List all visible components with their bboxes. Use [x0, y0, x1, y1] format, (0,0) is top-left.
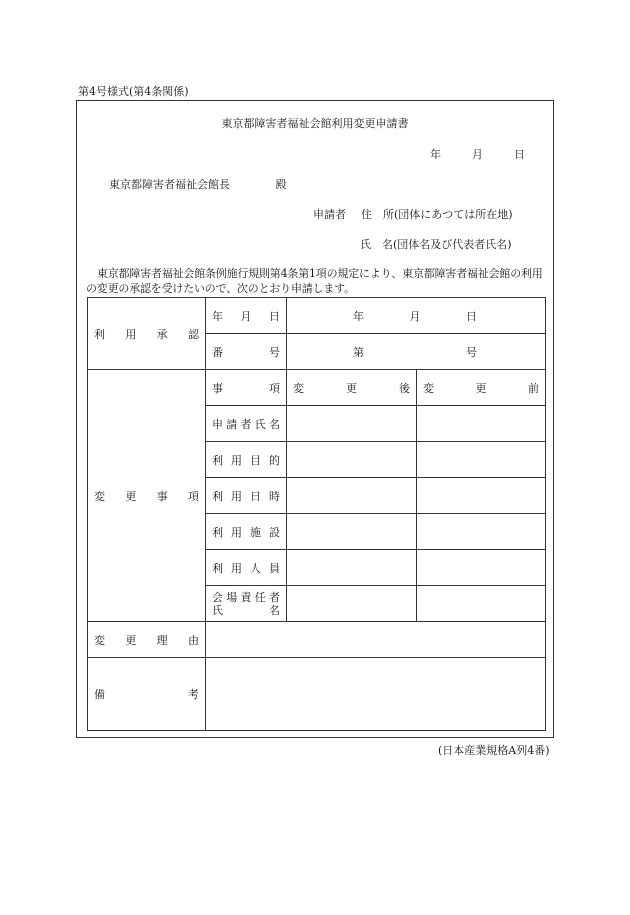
change-row-label: 利 用 施 設 [212, 525, 280, 539]
change-before-input[interactable] [417, 442, 546, 478]
item-header: 事 項 [212, 381, 280, 395]
before-header: 変 更 前 [423, 381, 539, 395]
change-row-label: 利 用 日 時 [212, 489, 280, 503]
form-number-label: 第4号様式(第4条関係) [78, 85, 189, 98]
approval-date-input[interactable] [287, 298, 546, 334]
change-header-row [88, 370, 546, 406]
address-label: 住 所 [361, 208, 394, 221]
approval-number-label: 番 号 [212, 345, 280, 359]
applicant-label: 申請者 [313, 208, 346, 221]
application-statement: 東京都障害者福祉会館条例施行規則第4条第1項の規定により、東京都障害者福祉会館の利用の変更の承認を受けたいので、次のとおり申請します。 [86, 267, 543, 295]
application-date [430, 146, 525, 162]
change-after-input[interactable] [287, 586, 417, 622]
change-row-label-cell [206, 550, 287, 586]
change-before-input[interactable] [417, 550, 546, 586]
approval-day: 日 [466, 309, 477, 323]
after-header: 変 更 後 [293, 381, 410, 395]
approval-month: 月 [409, 309, 421, 323]
form-frame [76, 100, 554, 738]
applicant-name-line [360, 236, 512, 252]
after-header-cell [287, 370, 417, 406]
change-before-input[interactable] [417, 514, 546, 550]
manager-label-line1: 会 場 責 任 者 [212, 590, 280, 604]
approval-date-label-cell [206, 298, 287, 334]
applicant-address-line [313, 206, 513, 222]
change-after-input[interactable] [287, 478, 417, 514]
approval-label-cell [88, 298, 206, 370]
change-before-input[interactable] [417, 478, 546, 514]
change-row-label-cell [206, 442, 287, 478]
change-row-label: 申 請 者 氏 名 [212, 417, 280, 431]
date-year-label: 年 [430, 148, 441, 161]
form-title: 東京都障害者福祉会館利用変更申請書 [221, 117, 409, 130]
change-items-label-cell [88, 370, 206, 622]
approval-date-label: 年 月 日 [212, 309, 280, 323]
manager-label-line2: 氏 名 [212, 603, 280, 617]
change-after-input[interactable] [287, 514, 417, 550]
date-month-label: 月 [472, 148, 483, 161]
change-after-input[interactable] [287, 406, 417, 442]
change-row-label-cell [206, 514, 287, 550]
remarks-label: 備 考 [94, 688, 199, 701]
remarks-input[interactable] [206, 658, 546, 731]
reason-label: 変 更 理 由 [94, 633, 199, 647]
reason-label-cell [88, 622, 206, 658]
application-table [87, 297, 546, 731]
addressee-name: 東京都障害者福祉会館長 [109, 178, 230, 191]
number-prefix: 第 [353, 345, 364, 359]
reason-row [88, 622, 546, 658]
change-items-label: 変 更 事 項 [94, 489, 199, 503]
change-row-label: 利 用 目 的 [212, 453, 280, 467]
change-row-label-cell [206, 478, 287, 514]
manager-label-cell [206, 586, 287, 622]
change-after-input[interactable] [287, 442, 417, 478]
change-row-label-cell [206, 406, 287, 442]
number-suffix: 号 [466, 345, 477, 359]
addressee [109, 176, 287, 192]
date-day-label: 日 [514, 148, 525, 161]
address-note: (団体にあつては所在地) [394, 208, 513, 221]
change-row-label: 利 用 人 員 [212, 561, 280, 575]
remarks-label-cell [88, 658, 206, 731]
approval-date-row [88, 298, 546, 334]
approval-label: 利 用 承 認 [94, 327, 199, 341]
change-before-input[interactable] [417, 406, 546, 442]
name-note: (団体名及び代表者氏名) [393, 238, 512, 251]
addressee-honorific: 殿 [275, 178, 287, 191]
item-header-cell [206, 370, 287, 406]
paper-size-note: (日本産業規格A列4番) [438, 744, 550, 757]
before-header-cell [417, 370, 546, 406]
reason-input[interactable] [206, 622, 546, 658]
change-after-input[interactable] [287, 550, 417, 586]
change-before-input[interactable] [417, 586, 546, 622]
remarks-row [88, 658, 546, 731]
approval-number-label-cell [206, 334, 287, 370]
approval-number-input[interactable] [287, 334, 546, 370]
approval-year: 年 [353, 309, 364, 323]
name-label: 氏 名 [360, 238, 393, 251]
